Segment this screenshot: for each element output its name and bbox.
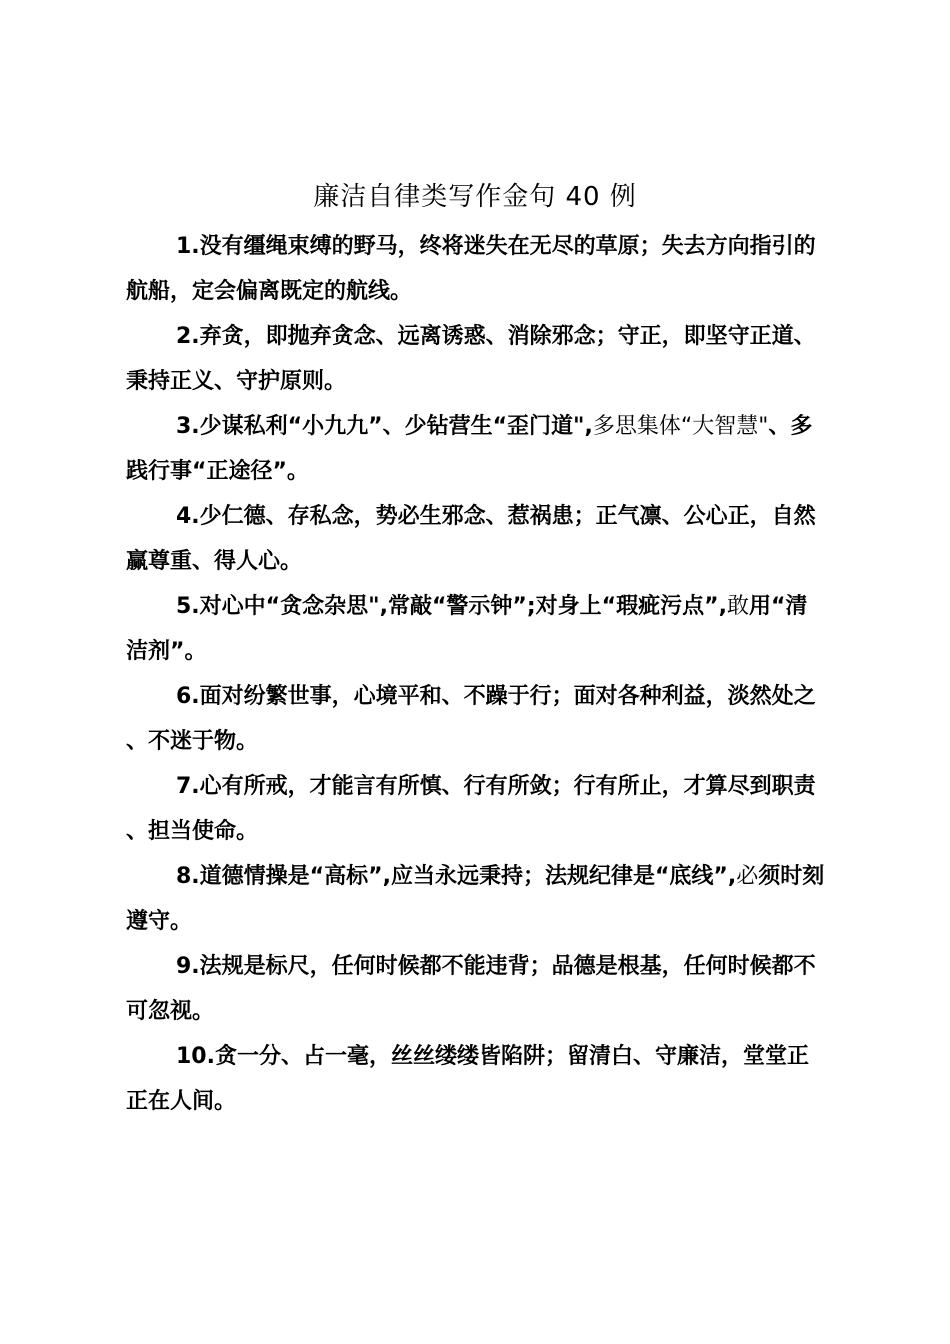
quote-text: 2.弃贪，即抛弃贪念、远离诱惑、消除邪念；守正，即坚守正道、秉持正义、守护原则。 <box>126 324 816 394</box>
quote-text: 6.面对纷繁世事，心境平和、不躁于行；面对各种利益，淡然处之、不迷于物。 <box>126 684 816 754</box>
quote-text: 4.少仁德、存私念，势必生邪念、惹祸患；正气凛、公心正，自然赢尊重、得人心。 <box>126 504 816 574</box>
quote-text: 用“清洁剂”。 <box>126 594 808 664</box>
quote-text: 10.贪一分、占一毫，丝丝缕缕皆陷阱；留清白、守廉洁，堂堂正正在人间。 <box>126 1044 809 1114</box>
quote-item-1 <box>126 224 826 314</box>
quote-item-2 <box>126 314 826 404</box>
quote-text: 3.少谋私利“小九九”、少钻营生“歪门道", <box>176 414 593 439</box>
quote-text-regular: 必 <box>736 864 759 889</box>
quote-text: 须时刻遵守。 <box>126 864 825 934</box>
quote-text-regular: 敢 <box>726 594 749 619</box>
quote-text: 9.法规是标尺，任何时候都不能违背；品德是根基，任何时候都不可忽视。 <box>126 954 816 1024</box>
document-title: 廉洁自律类写作金句 40 例 <box>313 182 637 212</box>
quote-item-7 <box>126 764 826 854</box>
quote-text-regular: 多思集体“大智慧" <box>592 414 769 439</box>
quote-item-9 <box>126 944 826 1034</box>
quote-text: 8.道德情操是“高标”,应当永远秉持；法规纪律是“底线”, <box>176 864 737 889</box>
quote-item-5 <box>126 584 826 674</box>
quote-text: 7.心有所戒，才能言有所慎、行有所敛；行有所止，才算尽到职责、担当使命。 <box>126 774 816 844</box>
quote-item-6 <box>126 674 826 764</box>
quote-item-10 <box>126 1034 826 1124</box>
quote-item-4 <box>126 494 826 584</box>
quote-item-3 <box>126 404 826 494</box>
quote-item-8 <box>126 854 826 944</box>
quote-text: 、多践行事“正途径”。 <box>126 414 813 484</box>
quote-text: 5.对心中“贪念杂思",常敲“警示钟”;对身上“瑕疵污点”, <box>176 594 727 619</box>
quote-text: 1.没有缰绳束缚的野马，终将迷失在无尽的草原；失去方向指引的航船，定会偏离既定的航线。 <box>126 234 816 304</box>
quote-list <box>126 224 826 1124</box>
